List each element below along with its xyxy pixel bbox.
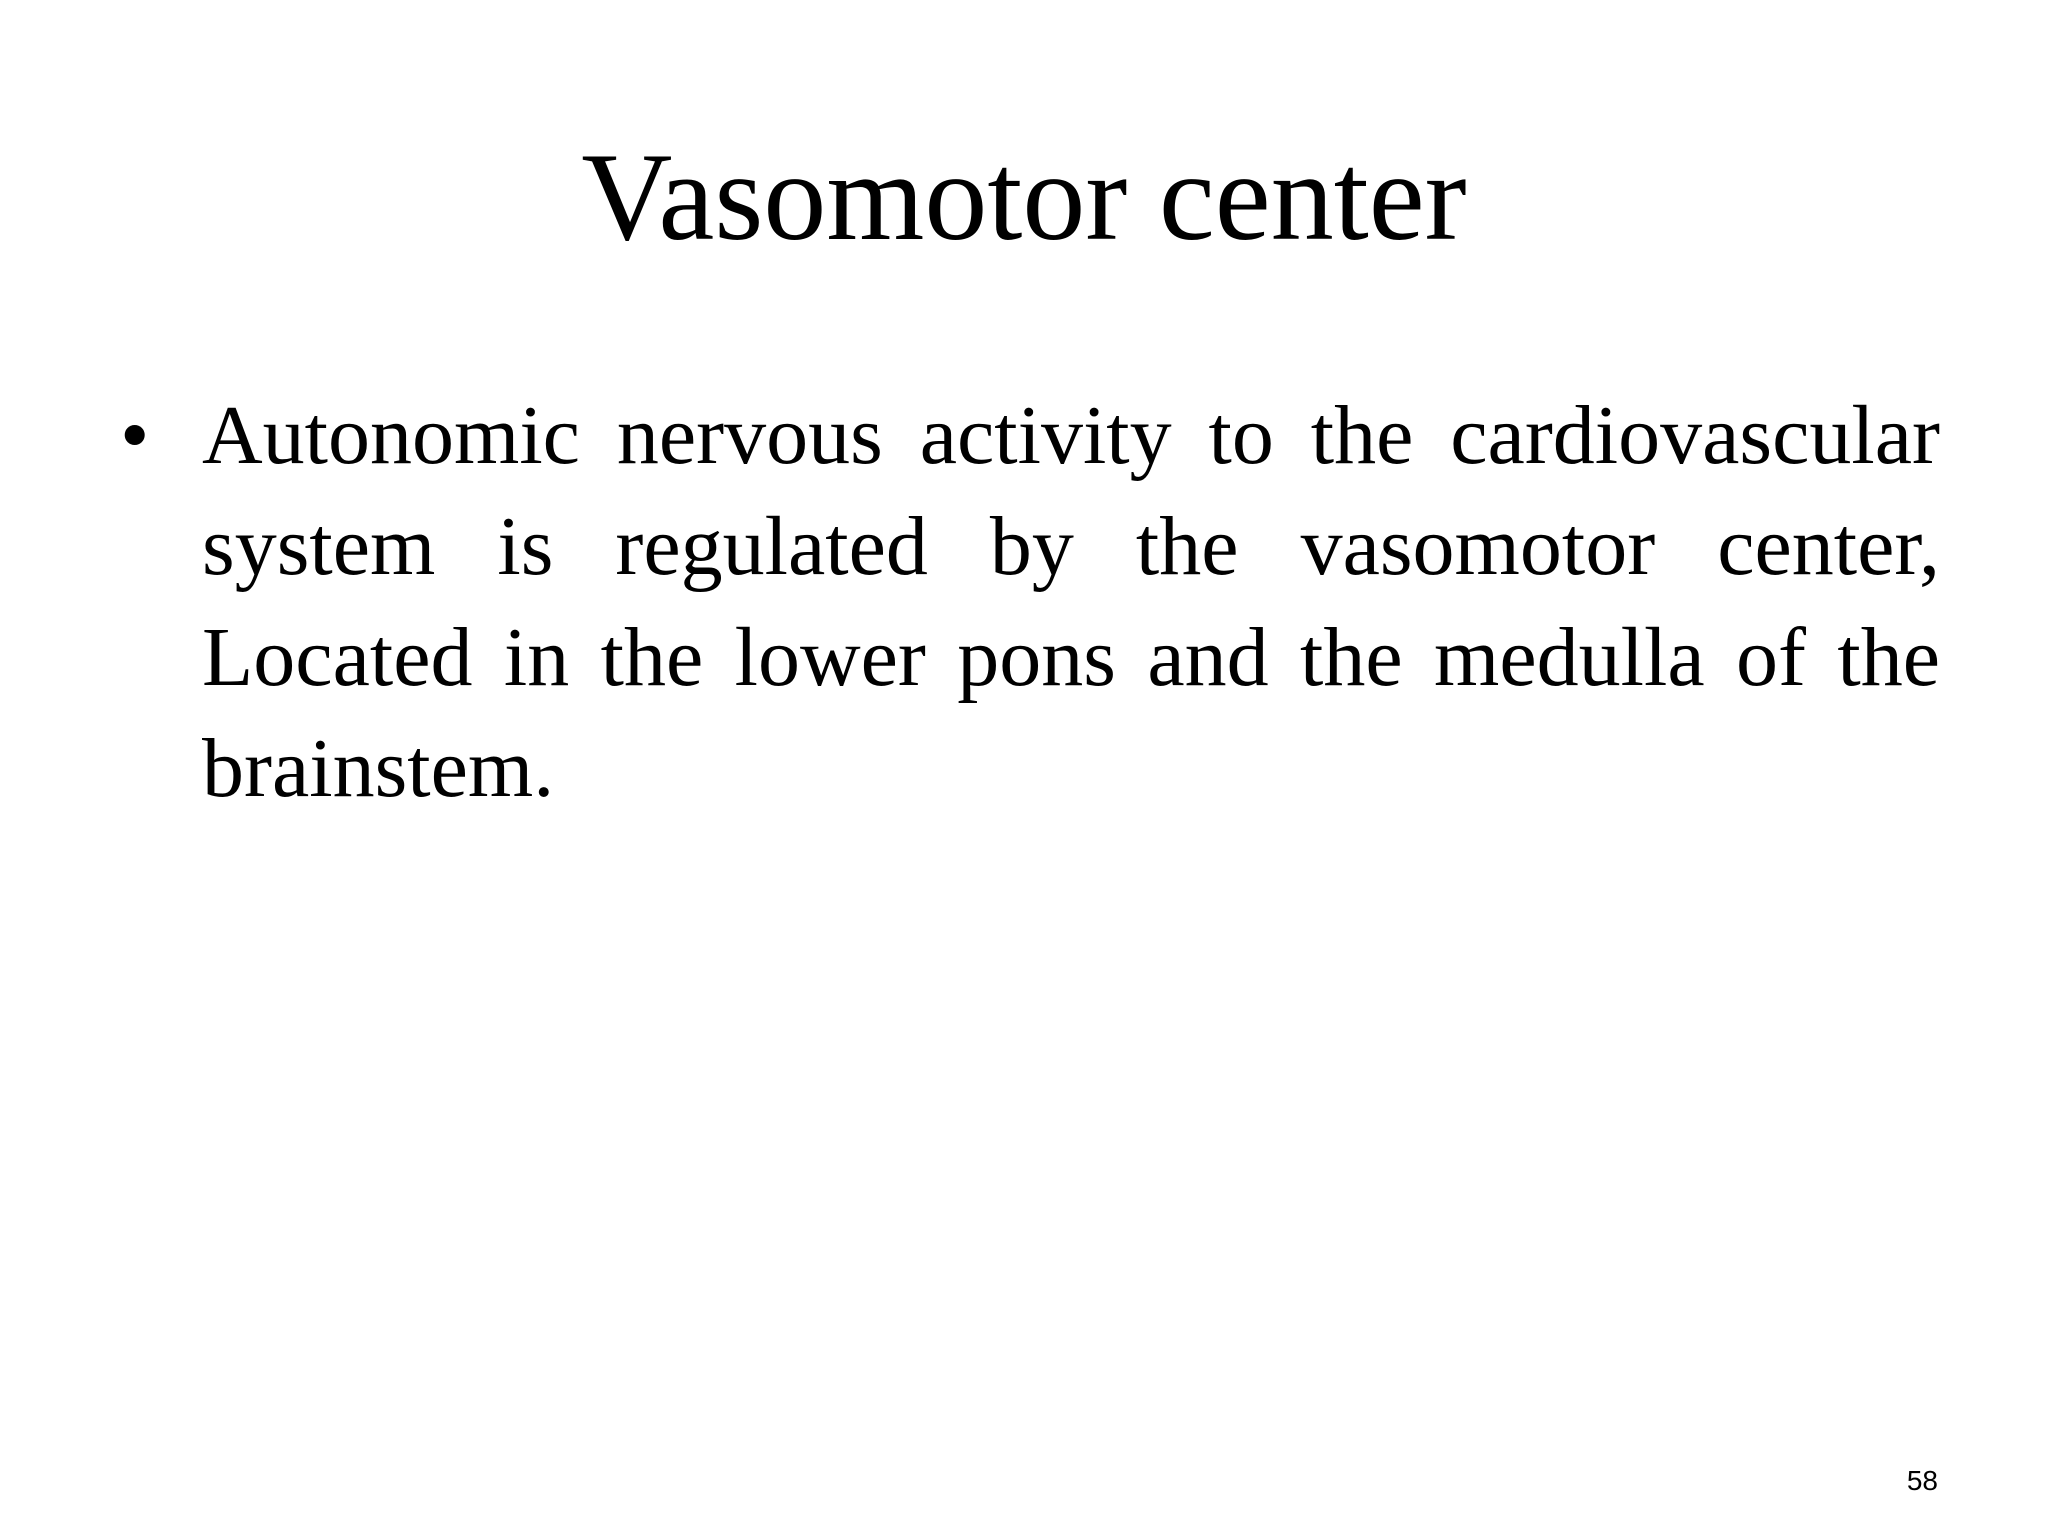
bullet-marker: • xyxy=(120,389,150,482)
bullet-text: Autonomic nervous activity to the cardiovascular system is regulated by the vasomotor center, Located in the lower pons and the medulla of the brainstem. xyxy=(202,389,1940,815)
bullet-item xyxy=(120,380,1940,824)
bullet-list xyxy=(120,380,1940,824)
slide-title: Vasomotor center xyxy=(581,128,1467,267)
page-number: 58 xyxy=(1906,1465,1938,1496)
